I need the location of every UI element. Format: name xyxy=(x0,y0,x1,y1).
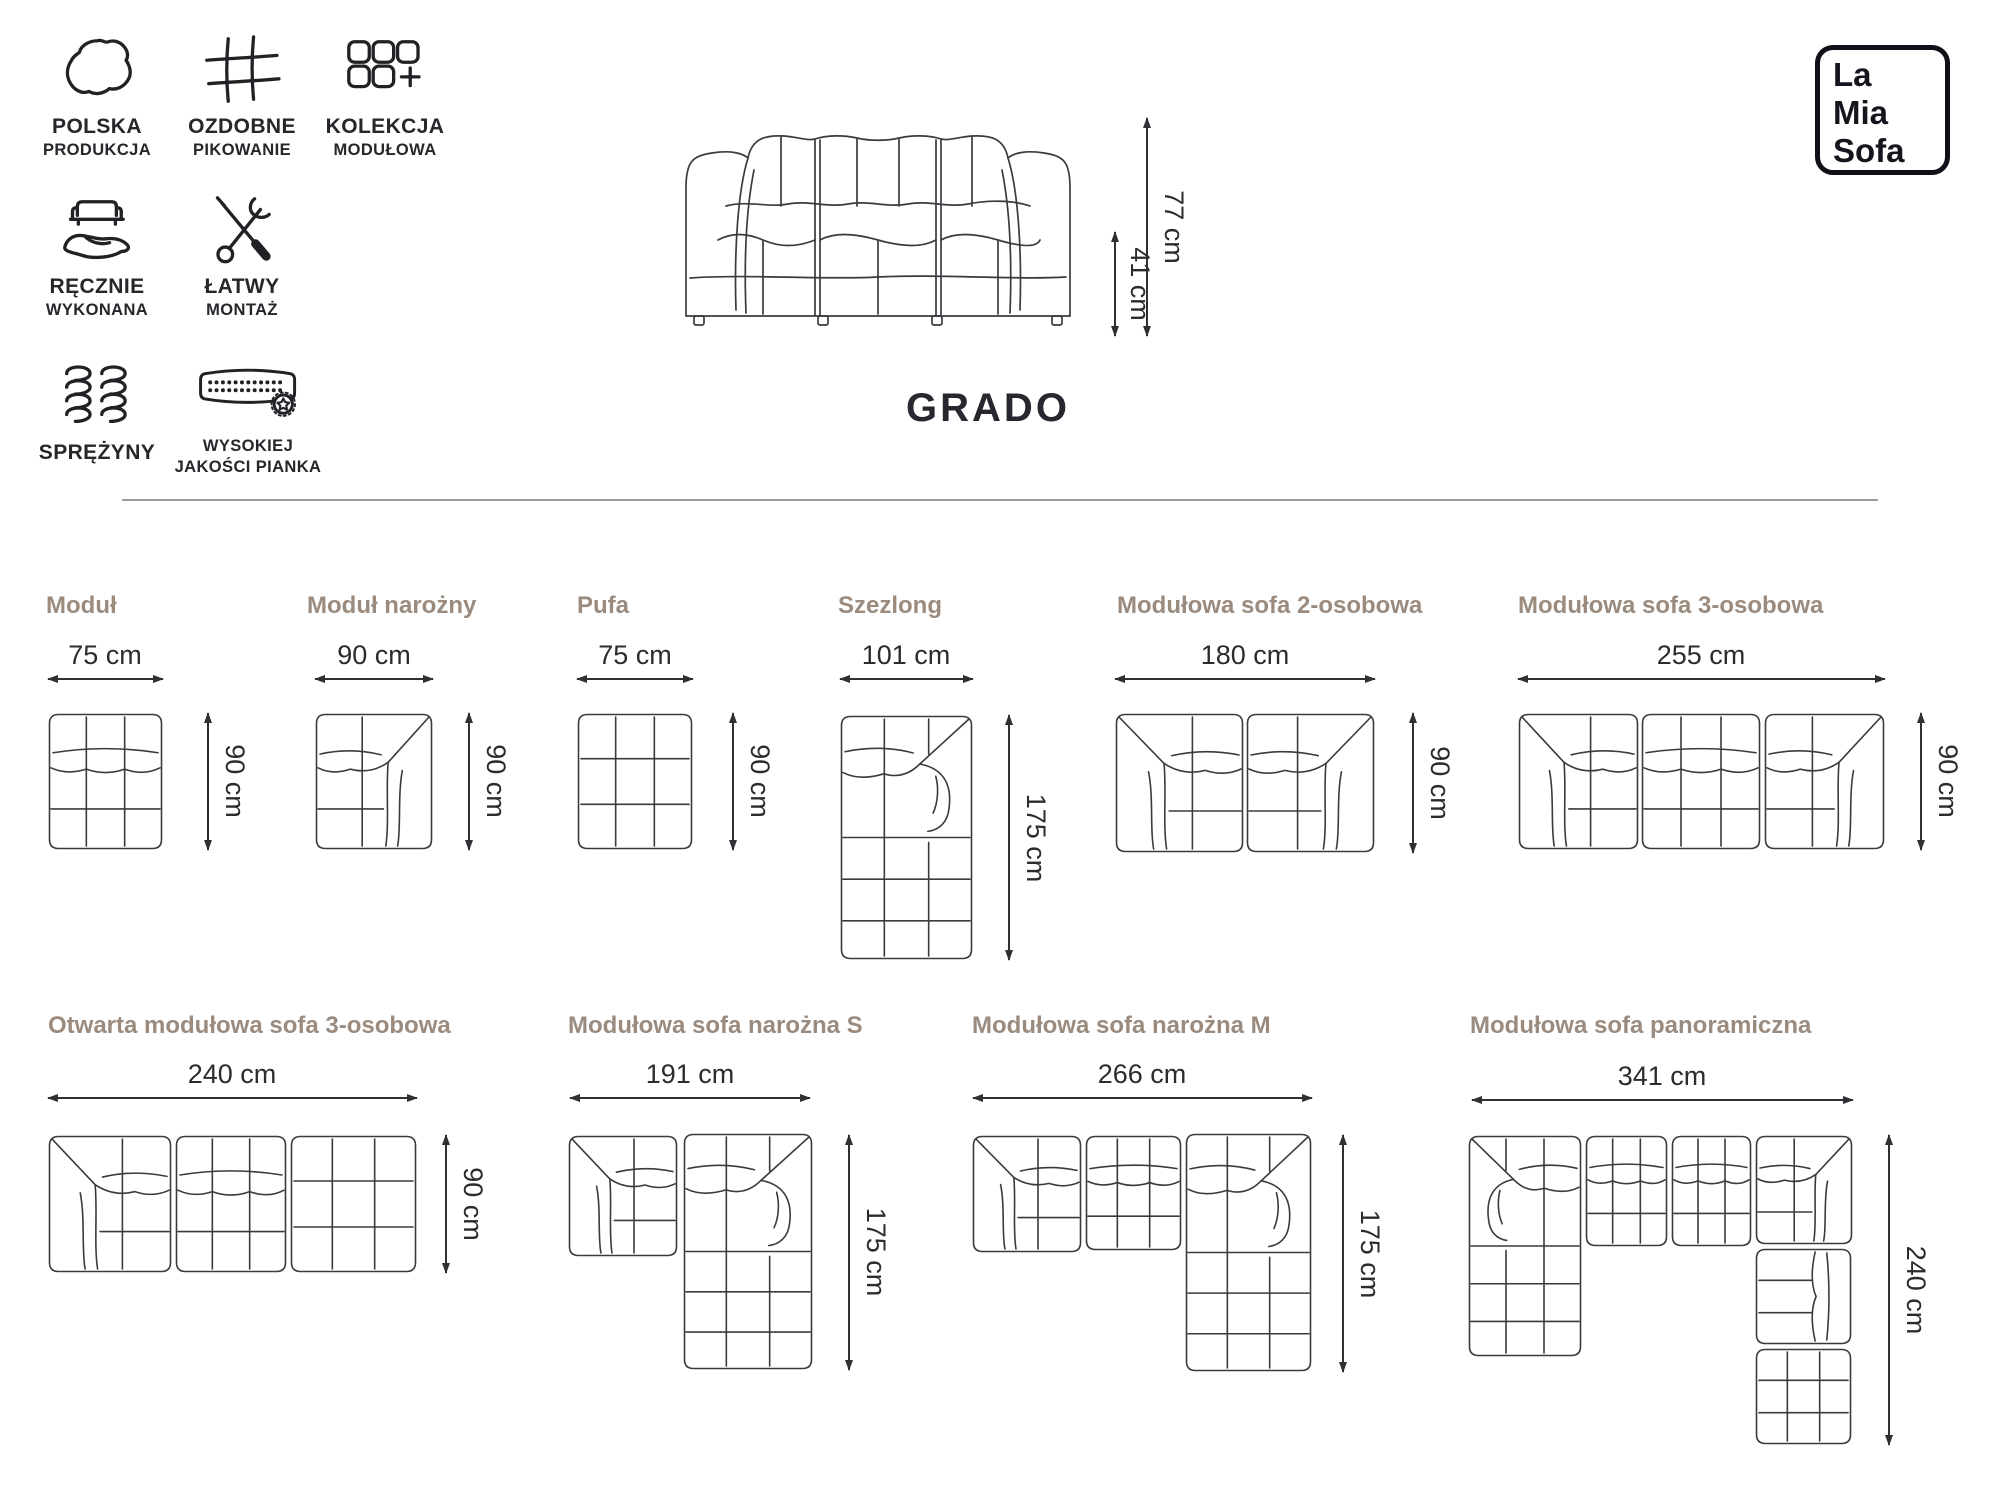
feature-sublabel: MODUŁOWA xyxy=(333,141,437,159)
top-view-drawing-pufa xyxy=(577,713,693,850)
quilting-grid-icon xyxy=(198,32,286,110)
diagram-title-sofa-3: Modułowa sofa 3-osobowa xyxy=(1518,592,1824,619)
depth-dimension-label: 240 cm xyxy=(1901,1245,1931,1335)
depth-dimension-label: 90 cm xyxy=(458,1167,488,1241)
top-view-drawing-modul-narozny xyxy=(315,713,433,850)
depth-dimension-label: 90 cm xyxy=(481,744,511,818)
modular-collection-icon xyxy=(341,32,429,110)
width-dimension-arrow xyxy=(1518,678,1885,680)
feature-polska-produkcja xyxy=(22,32,172,161)
diagram-title-otwarta-3: Otwarta modułowa sofa 3-osobowa xyxy=(48,1012,451,1039)
depth-dimension-label: 90 cm xyxy=(1933,744,1963,818)
width-dimension-arrow xyxy=(48,678,163,680)
diagram-title-modul-narozny: Moduł narożny xyxy=(307,592,477,619)
feature-latwy-montaz xyxy=(167,192,317,321)
feature-label: ŁATWY xyxy=(204,275,280,298)
depth-dimension-arrow xyxy=(1920,713,1922,850)
section-divider xyxy=(122,499,1878,501)
depth-dimension-label: 90 cm xyxy=(745,744,775,818)
depth-dimension-arrow xyxy=(1008,715,1010,960)
width-dimension-label: 75 cm xyxy=(598,640,672,670)
feature-sublabel: MONTAŻ xyxy=(206,301,278,319)
width-dimension-arrow xyxy=(1115,678,1375,680)
diagram-title-szezlong: Szezlong xyxy=(838,592,943,619)
feature-sublabel: JAKOŚCI PIANKA xyxy=(174,458,322,476)
diagram-title-panoramiczna: Modułowa sofa panoramiczna xyxy=(1470,1012,1812,1039)
depth-dimension-label: 175 cm xyxy=(1355,1209,1385,1299)
feature-label: OZDOBNE xyxy=(188,115,296,138)
diagram-title-sofa-2: Modułowa sofa 2-osobowa xyxy=(1117,592,1423,619)
easy-assembly-icon xyxy=(198,192,286,270)
depth-dimension-label: 175 cm xyxy=(1021,793,1051,883)
depth-dimension-arrow xyxy=(207,713,209,850)
diagram-title-narozna-m: Modułowa sofa narożna M xyxy=(972,1012,1271,1039)
foam-quality-icon xyxy=(191,358,304,432)
diagram-title-narozna-s: Modułowa sofa narożna S xyxy=(568,1012,863,1039)
top-view-drawing-narozna-m xyxy=(972,1133,1312,1372)
depth-dimension-label: 90 cm xyxy=(1425,746,1455,820)
overall-height-arrow xyxy=(1146,118,1148,336)
width-dimension-arrow xyxy=(570,1097,810,1099)
depth-dimension-label: 90 cm xyxy=(220,744,250,818)
depth-dimension-arrow xyxy=(445,1135,447,1273)
width-dimension-label: 191 cm xyxy=(645,1059,735,1089)
depth-dimension-arrow xyxy=(848,1135,850,1370)
logo-line: Sofa xyxy=(1833,132,1905,169)
width-dimension-label: 180 cm xyxy=(1200,640,1290,670)
sofa-front-view-drawing xyxy=(668,110,1088,338)
depth-dimension-arrow xyxy=(468,713,470,850)
width-dimension-arrow xyxy=(48,1097,417,1099)
width-dimension-label: 341 cm xyxy=(1617,1061,1707,1091)
width-dimension-label: 240 cm xyxy=(187,1059,277,1089)
handmade-icon xyxy=(53,192,141,270)
depth-dimension-arrow xyxy=(1412,713,1414,853)
feature-recznie-wykonana xyxy=(22,192,172,321)
depth-dimension-arrow xyxy=(1888,1135,1890,1445)
springs-icon xyxy=(53,358,141,436)
overall-height-label: 77 cm xyxy=(1159,190,1189,264)
top-view-drawing-narozna-s xyxy=(568,1133,813,1370)
depth-dimension-arrow xyxy=(1342,1135,1344,1372)
feature-label: SPRĘŻYNY xyxy=(38,441,156,464)
top-view-drawing-otwarta-3 xyxy=(48,1135,417,1273)
la-mia-sofa-logo xyxy=(1815,45,1950,175)
poland-map-icon xyxy=(53,32,141,110)
top-view-drawing-szezlong xyxy=(840,715,973,960)
depth-dimension-label: 175 cm xyxy=(861,1207,891,1297)
logo-line: Mia xyxy=(1833,94,1889,131)
width-dimension-label: 75 cm xyxy=(68,640,142,670)
width-dimension-arrow xyxy=(577,678,693,680)
diagram-title-pufa: Pufa xyxy=(577,592,630,619)
feature-sublabel: PIKOWANIE xyxy=(192,141,292,159)
width-dimension-arrow xyxy=(973,1097,1312,1099)
seat-height-label: 41 cm xyxy=(1125,247,1155,321)
logo-line: La xyxy=(1833,56,1872,93)
width-dimension-label: 90 cm xyxy=(337,640,411,670)
depth-dimension-arrow xyxy=(732,713,734,850)
top-view-drawing-sofa-3 xyxy=(1518,713,1885,850)
top-view-drawing-modul xyxy=(48,713,163,850)
product-name: GRADO xyxy=(906,386,1070,430)
feature-label: RĘCZNIE xyxy=(49,275,145,298)
width-dimension-arrow xyxy=(1472,1099,1853,1101)
feature-label: KOLEKCJA xyxy=(325,115,445,138)
top-view-drawing-sofa-2 xyxy=(1115,713,1375,853)
width-dimension-label: 101 cm xyxy=(861,640,951,670)
top-view-drawing-panoramiczna xyxy=(1468,1135,1853,1445)
feature-label: POLSKA xyxy=(52,115,142,138)
feature-sublabel: WYKONANA xyxy=(45,301,149,319)
feature-ozdobne-pikowanie xyxy=(167,32,317,161)
feature-wysokiej-jakosci-pianka xyxy=(148,358,348,478)
seat-height-arrow xyxy=(1114,232,1116,336)
diagram-title-modul: Moduł xyxy=(46,592,117,619)
width-dimension-label: 266 cm xyxy=(1097,1059,1187,1089)
feature-sublabel: PRODUKCJA xyxy=(42,141,152,159)
feature-kolekcja-modulowa xyxy=(310,32,460,161)
feature-label: WYSOKIEJ xyxy=(202,437,294,455)
width-dimension-arrow xyxy=(315,678,433,680)
width-dimension-arrow xyxy=(840,678,973,680)
width-dimension-label: 255 cm xyxy=(1656,640,1746,670)
